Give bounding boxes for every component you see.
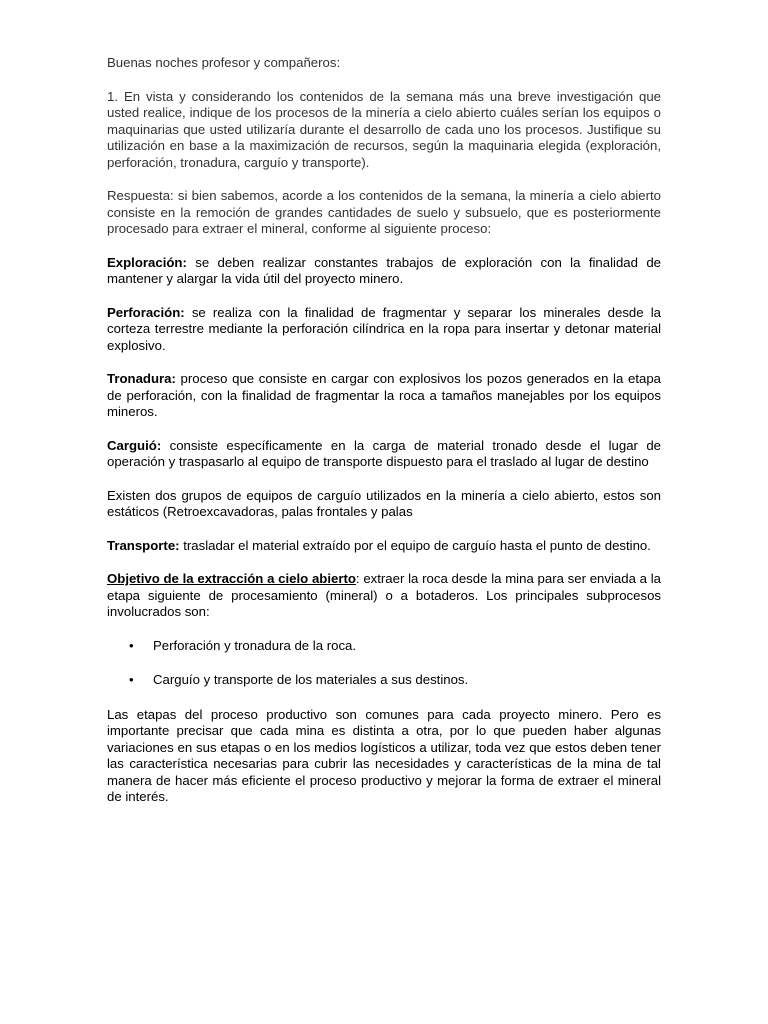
- stage-perforacion: [107, 305, 661, 355]
- list-item: [107, 672, 661, 689]
- stage-text: proceso que consiste en cargar con explosivos los pozos generados en la etapa de perforación, con la finalidad de fragmentar la roca a tamaños manejables por los equipos mineros.: [107, 371, 661, 419]
- conclusion-paragraph: Las etapas del proceso productivo son comunes para cada proyecto minero. Pero es importante precisar que cada mina es distinta a otra, por lo que pueden haber algunas variaciones en sus etapas o en los medios logísticos a utilizar, toda vez que estos deben tener las característica necesarias para cubrir las necesidades y características de la mina de tal manera de hacer más eficiente el proceso productivo y mejorar la forma de extraer el mineral de interés.: [107, 706, 661, 804]
- list-item-text: Perforación y tronadura de la roca.: [153, 637, 357, 653]
- stage-text: consiste específicamente en la carga de material tronado desde el lugar de operación y traspasarlo al equipo de transporte dispuesto para el traslado al lugar de destino: [107, 437, 661, 469]
- objective-term: Objetivo de la extracción a cielo abierto: [107, 571, 356, 586]
- question-paragraph: 1. En vista y considerando los contenidos de la semana más una breve investigación que usted realice, indique de los procesos de la minería a cielo abierto cuáles serían los equipos o maquinarias que usted utilizaría durante el desarrollo de cada uno los procesos. Justifique su utilización en base a la maximización de recursos, según la maquinaria elegida (exploración, perforación, tronadura, carguío y transporte).: [107, 88, 661, 170]
- stage-term: Tronadura:: [107, 371, 176, 386]
- stage-term: Perforación:: [107, 304, 185, 320]
- objective-paragraph: [107, 571, 661, 621]
- stage-term: Exploración:: [107, 254, 187, 270]
- list-item: [107, 638, 661, 655]
- stage-tronadura: [107, 371, 661, 421]
- objective-text: : extraer la roca desde la mina para ser enviada a la etapa siguiente de procesamiento (mineral) o a botaderos. Los principales subprocesos involucrados son:: [107, 571, 661, 619]
- bullet-icon: •: [129, 672, 134, 687]
- loading-groups-paragraph: Existen dos grupos de equipos de carguío utilizados en la minería a cielo abierto, estos son estáticos (Retroexcavadoras, palas frontales y palas: [107, 487, 661, 519]
- stage-term: Transporte:: [107, 537, 180, 553]
- bullet-icon: •: [129, 637, 134, 653]
- stage-transporte: [107, 538, 661, 555]
- subprocess-list: [107, 638, 661, 689]
- stage-text: se realiza con la finalidad de fragmentar y separar los minerales desde la corteza terrestre mediante la perforación cilíndrica en la ropa para insertar y detonar material explosivo.: [107, 304, 661, 353]
- greeting: Buenas noches profesor y compañeros:: [107, 55, 341, 70]
- list-item-text: Carguío y transporte de los materiales a sus destinos.: [153, 672, 469, 687]
- stage-exploracion: [107, 255, 661, 288]
- stage-text: se deben realizar constantes trabajos de exploración con la finalidad de mantener y alargar la vida útil del proyecto minero.: [107, 254, 661, 286]
- answer-intro-paragraph: Respuesta: si bien sabemos, acorde a los contenidos de la semana, la minería a cielo abierto consiste en la remoción de grandes cantidades de suelo y subsuelo, que es posteriormente procesado para extraer el mineral, conforme al siguiente proceso:: [107, 188, 661, 236]
- stage-text: trasladar el material extraído por el equipo de carguío hasta el punto de destino.: [179, 537, 651, 553]
- stage-carguio: [107, 438, 661, 471]
- stage-term: Carguió:: [107, 437, 162, 453]
